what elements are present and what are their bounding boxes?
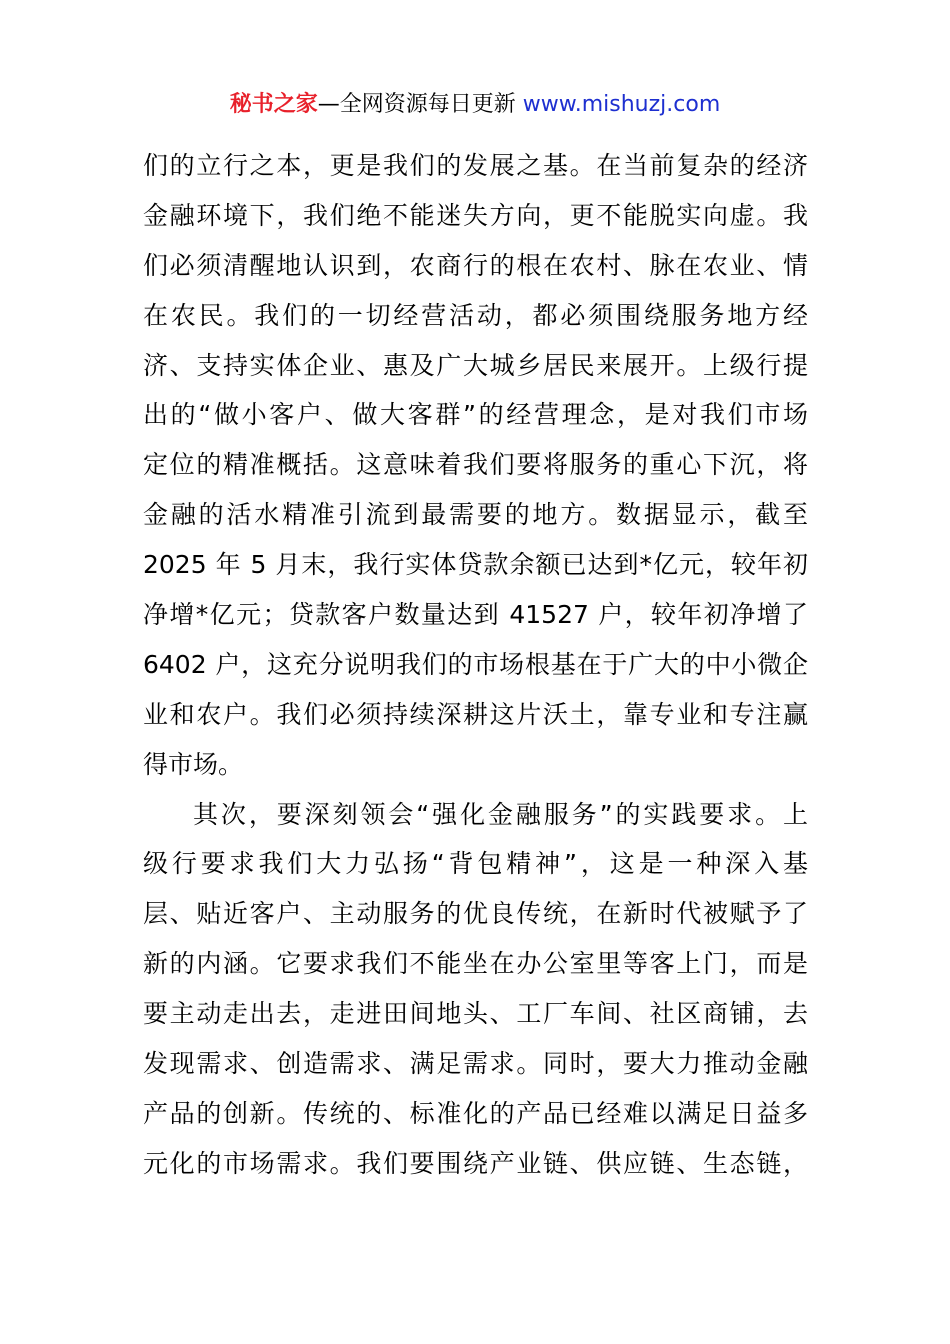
- text-line: 元化的市场需求。我们要围绕产业链、供应链、生态链，: [143, 1148, 808, 1178]
- text-line: 业和农户。我们必须持续深耕这片沃土，靠专业和专注赢: [143, 699, 808, 729]
- text-line: 金融环境下，我们绝不能迷失方向，更不能脱实向虚。我: [143, 200, 808, 230]
- document-body: [143, 141, 808, 1189]
- text-line: 在农民。我们的一切经营活动，都必须围绕服务地方经: [143, 300, 808, 330]
- text-line: 新的内涵。它要求我们不能坐在办公室里等客上门，而是: [143, 949, 808, 979]
- text-line: 济、支持实体企业、惠及广大城乡居民来展开。上级行提: [143, 350, 808, 380]
- text-line: 产品的创新。传统的、标准化的产品已经难以满足日益多: [143, 1098, 808, 1128]
- text-line: 定位的精准概括。这意味着我们要将服务的重心下沉，将: [143, 450, 808, 480]
- text-line: 6402 户，这充分说明我们的市场根基在于广大的中小微企: [143, 649, 808, 679]
- text-line: 出的“做小客户、做大客群”的经营理念，是对我们市场: [143, 400, 808, 430]
- text-line: 净增*亿元；贷款客户数量达到 41527 户，较年初净增了: [143, 600, 808, 630]
- text-line: 要主动走出去，走进田间地头、工厂车间、社区商铺，去: [143, 999, 808, 1029]
- header-tagline: —全网资源每日更新: [317, 92, 523, 117]
- text-line: 其次，要深刻领会“强化金融服务”的实践要求。上: [193, 799, 808, 829]
- site-url-link[interactable]: www.mishuzj.com: [522, 92, 721, 117]
- text-line: 得市场。: [143, 749, 244, 779]
- text-line: 2025 年 5 月末，我行实体贷款余额已达到*亿元，较年初: [143, 550, 808, 580]
- page-header: [0, 88, 950, 122]
- text-line: 们的立行之本，更是我们的发展之基。在当前复杂的经济: [143, 151, 808, 180]
- text-line: 层、贴近客户、主动服务的优良传统，在新时代被赋予了: [143, 899, 808, 929]
- brand-name: 秘书之家: [229, 92, 318, 117]
- text-line: 金融的活水精准引流到最需要的地方。数据显示，截至: [143, 500, 808, 530]
- text-line: 们必须清醒地认识到，农商行的根在农村、脉在农业、情: [143, 250, 808, 280]
- text-line: 发现需求、创造需求、满足需求。同时，要大力推动金融: [143, 1049, 808, 1079]
- text-line: 级行要求我们大力弘扬“背包精神”，这是一种深入基: [143, 849, 808, 879]
